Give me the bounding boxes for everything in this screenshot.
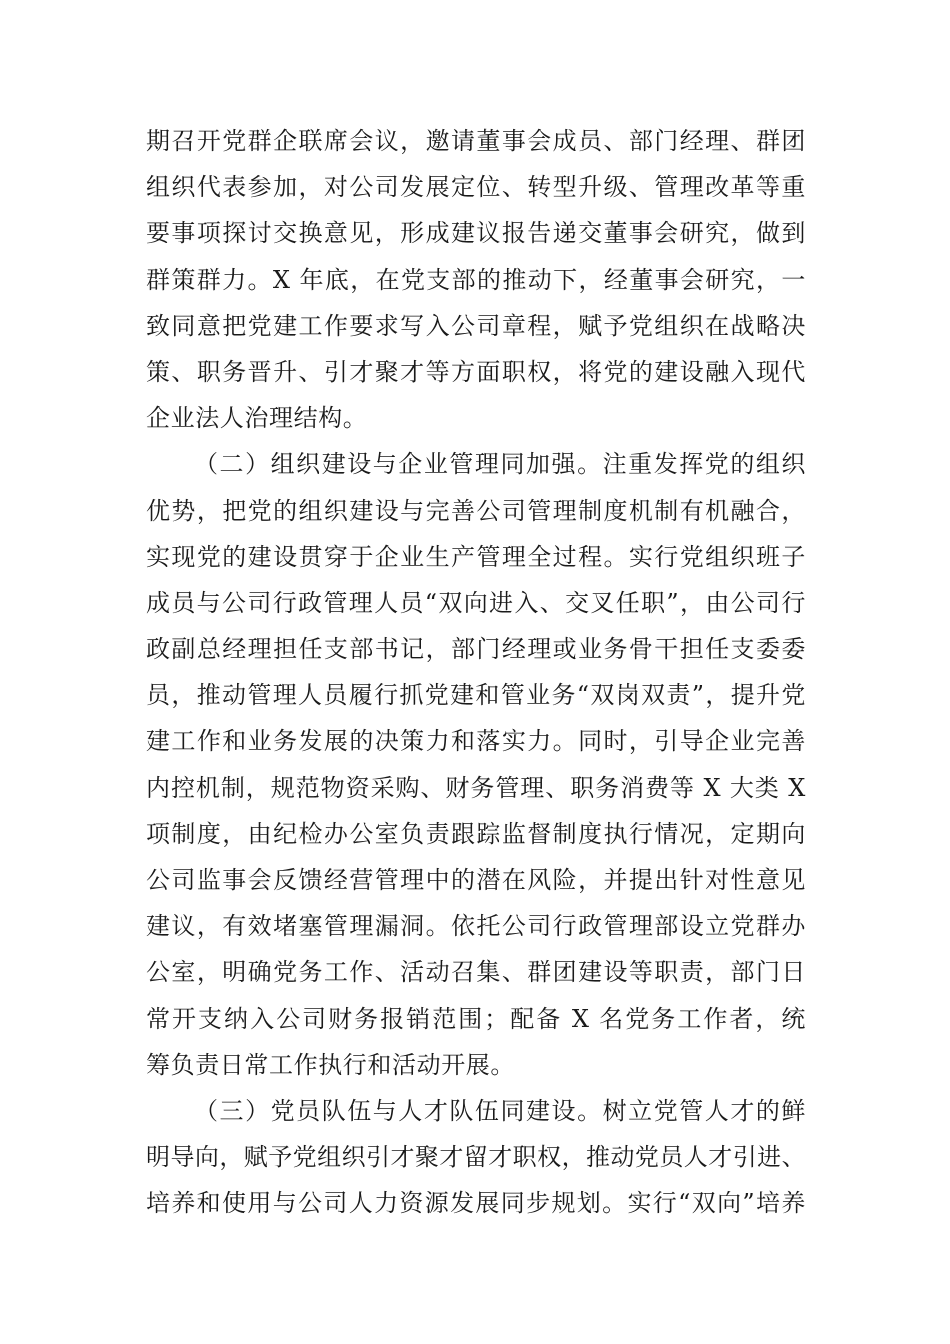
text-line: 培养和使用与公司人力资源发展同步规划。实行“双向”培养: [146, 1189, 806, 1218]
section-heading-line: （三）党员队伍与人才队伍同建设。树立党管人才的鲜: [194, 1096, 806, 1125]
text-line: 组织代表参加，对公司发展定位、转型升级、管理改革等重: [146, 173, 806, 202]
text-line: 公室，明确党务工作、活动召集、群团建设等职责，部门日: [146, 958, 806, 987]
text-line: 常开支纳入公司财务报销范围；配备 X 名党务工作者，统: [146, 1004, 806, 1033]
text-line: 筹负责日常工作执行和活动开展。: [146, 1050, 515, 1079]
text-line: 期召开党群企联席会议，邀请董事会成员、部门经理、群团: [146, 127, 806, 155]
body-text: [146, 118, 806, 1227]
text-line: 建议，有效堵塞管理漏洞。依托公司行政管理部设立党群办: [146, 912, 806, 941]
text-line: 建工作和业务发展的决策力和落实力。同时，引导企业完善: [146, 727, 806, 756]
text-line: 员，推动管理人员履行抓党建和管业务“双岗双责”，提升党: [146, 681, 806, 710]
text-line: 项制度，由纪检办公室负责跟踪监督制度执行情况，定期向: [146, 819, 806, 848]
text-line: 群策群力。X 年底，在党支部的推动下，经董事会研究，一: [146, 265, 806, 294]
text-line: 企业法人治理结构。: [146, 404, 368, 433]
text-line: 内控机制，规范物资采购、财务管理、职务消费等 X 大类 X: [146, 773, 806, 802]
text-line: 致同意把党建工作要求写入公司章程，赋予党组织在战略决: [146, 311, 806, 340]
text-line: 政副总经理担任支部书记，部门经理或业务骨干担任支委委: [146, 635, 806, 664]
text-line: 公司监事会反馈经营管理中的潜在风险，并提出针对性意见: [146, 866, 806, 894]
text-line: 实现党的建设贯穿于企业生产管理全过程。实行党组织班子: [146, 542, 806, 571]
text-line: 优势，把党的组织建设与完善公司管理制度机制有机融合，: [146, 496, 806, 525]
text-line: 成员与公司行政管理人员“双向进入、交叉任职”，由公司行: [146, 588, 806, 617]
text-line: 明导向，赋予党组织引才聚才留才职权，推动党员人才引进、: [146, 1143, 806, 1172]
text-line: 要事项探讨交换意见，形成建议报告递交董事会研究，做到: [146, 219, 806, 248]
text-line: 策、职务晋升、引才聚才等方面职权，将党的建设融入现代: [146, 357, 806, 386]
section-heading-line: （二）组织建设与企业管理同加强。注重发挥党的组织: [194, 450, 806, 479]
